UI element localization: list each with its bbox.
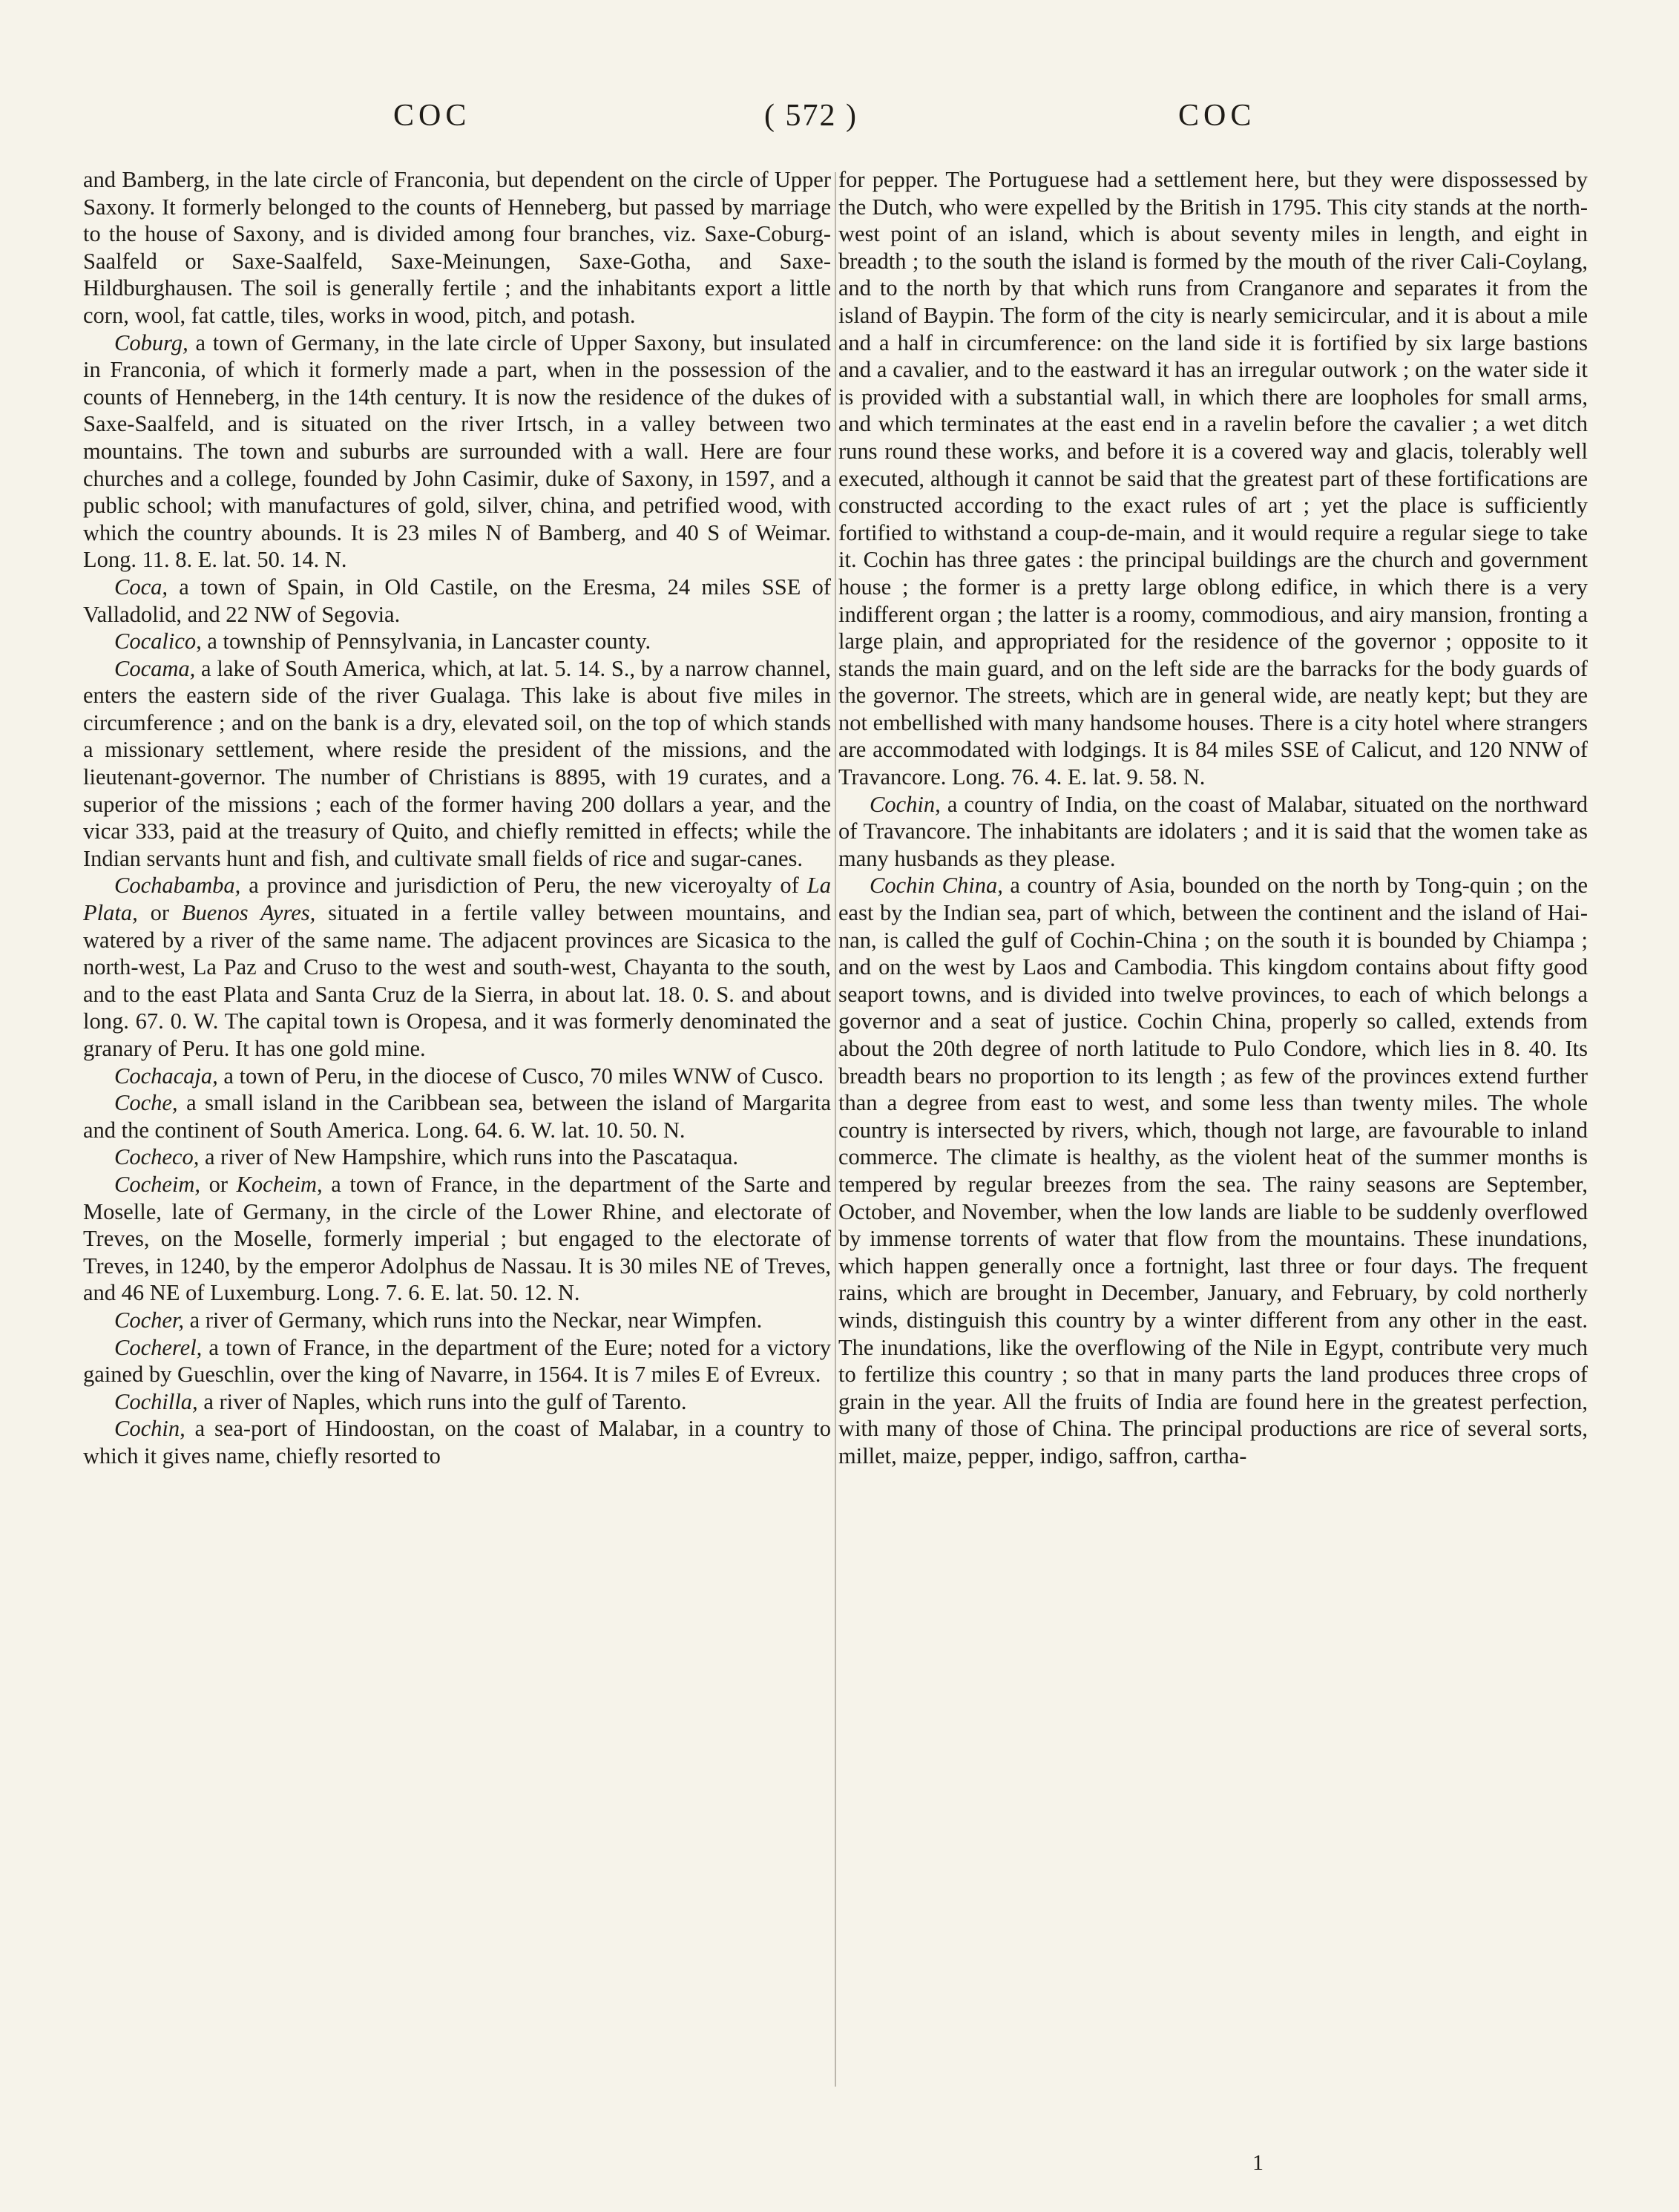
entry-text: or	[200, 1171, 237, 1197]
entry-headword: Coburg,	[114, 329, 188, 355]
continued-text	[838, 166, 1588, 791]
entry-headword: Coche,	[114, 1090, 178, 1116]
entry-headword: Cocalico,	[114, 629, 202, 654]
gazetteer-entry	[83, 1089, 831, 1143]
entry-italic: Buenos Ayres,	[181, 900, 316, 926]
continued-text	[83, 166, 831, 329]
entry-text: a town of Germany, in the late circle of Upper Saxony, but insulated in Franconia, of which it formerly made a part, when in the possession of the counts of Henneberg, in the 14th century. It is now the residence of the dukes of Saxe-Saalfeld, and is situated on the river Irtsch, in a valley between two mountains. The town and suburbs are surrounded with a wall. Here are four churches and a college, founded by John Casimir, duke of Saxony, in 1597, and a public school; with manufactures of gold, silver, china, and petrified wood, with which the country abounds. It is 23 miles N of Bamberg, and 40 S of Weimar. Long. 11. 8. E. lat. 50. 14. N.	[83, 329, 831, 573]
entry-headword: Cochacaja,	[114, 1063, 218, 1089]
gazetteer-entry	[83, 655, 831, 873]
gazetteer-entry	[83, 628, 831, 655]
running-head	[0, 98, 1679, 142]
entry-text: a sea-port of Hindoostan, on the coast of Malabar, in a country to which it gives name, chiefly resorted to	[83, 1416, 831, 1468]
entry-headword: Cochilla,	[114, 1388, 198, 1414]
entry-text: a township of Pennsylvania, in Lancaster county.	[201, 629, 651, 654]
left-column	[83, 166, 831, 1470]
gazetteer-entry	[83, 1334, 831, 1388]
entry-text: or	[137, 900, 182, 926]
entry-text: a country of India, on the coast of Malabar, situated on the northward of Travancore. The inhabitants are idolaters ; and it is said that the women take as many husbands as they please.	[838, 791, 1588, 871]
entry-headword: Cochin China,	[870, 873, 1003, 899]
entry-text: situated in a fertile valley between mountains, and watered by a river of the same name. The adjacent provinces are Sicasica to the north-west, La Paz and Cruso to the west and south-west, Chayanta to the south, and to the east Plata and Santa Cruz de la Sierra, in about lat. 18. 0. S. and about long. 67. 0. W. The capital town is Oropesa, and it was formerly denominated the granary of Peru. It has one gold mine.	[83, 900, 831, 1061]
entry-text: for pepper. The Portuguese had a settlement here, but they were dispossessed by the Dutch, who were expelled by the British in 1795. This city stands at the north-west point of an island, which is about seventy miles in length, and eight in breadth ; to the south the island is formed by the mouth of the river Cali-Coylang, and to the north by that which runs from Cranganore and separates it from the island of Baypin. The form of the city is nearly semicircular, and it is about a mile and a half in circumference: on the land side it is fortified by six large bastions and a cavalier, and to the eastward it has an irregular outwork ; on the water side it is provided with a substantial wall, in which there are loopholes for small arms, and which terminates at the east end in a ravelin before the cavalier ; a wet ditch runs round these works, and before it is a covered way and glacis, tolerably well executed, although it cannot be said that the greatest part of these fortifications are constructed according to the exact rules of art ; yet the place is sufficiently fortified to withstand a coup-de-main, and it would require a regular siege to take it. Cochin has three gates : the principal buildings are the church and government house ; the former is a pretty large oblong edifice, in which there is a very indifferent organ ; the latter is a roomy, commodious, and airy mansion, fronting a large plain, and appropriated for the residence of the governor ; opposite to it stands the main guard, and on the left side are the barracks for the body guards of the governor. The streets, which are in general wide, are neatly kept; but they are not embellished with many handsome houses. There is a city hotel where strangers are accommodated with lodgings. It is 84 miles SSE of Calicut, and 120 NNW of Travancore. Long. 76. 4. E. lat. 9. 58. N.	[838, 167, 1588, 790]
signature-mark: 1	[1252, 2150, 1264, 2175]
entry-headword: Cocheim,	[114, 1171, 201, 1197]
entry-text: a province and jurisdiction of Peru, the new viceroyalty of	[240, 873, 807, 899]
entry-text: a town of France, in the department of the Eure; noted for a victory gained by Gueschlin, over the king of Navarre, in 1564. It is 7 miles E of Evreux.	[83, 1334, 831, 1388]
gazetteer-entry	[83, 574, 831, 628]
gazetteer-entry	[83, 1143, 831, 1171]
gazetteer-entry	[838, 791, 1588, 873]
entry-headword: Cocherel,	[114, 1334, 203, 1360]
entry-text: a town of Spain, in Old Castile, on the Eresma, 24 miles SSE of Valladolid, and 22 NW of Segovia.	[83, 574, 831, 627]
entry-headword: Cochin,	[114, 1416, 185, 1442]
entry-text: a river of Naples, which runs into the gulf of Tarento.	[197, 1388, 687, 1414]
column-divider	[835, 172, 836, 2087]
gazetteer-entry	[83, 329, 831, 574]
gazetteer-entry	[838, 872, 1588, 1469]
right-column	[838, 166, 1588, 1470]
page-number: ( 572 )	[764, 99, 858, 133]
entry-headword: Cocheco,	[114, 1144, 200, 1170]
running-head-left: COC	[393, 99, 471, 133]
entry-text: a river of New Hampshire, which runs into the Pascataqua.	[199, 1144, 739, 1170]
entry-headword: Cocher,	[114, 1307, 185, 1333]
entry-text: a country of Asia, bounded on the north by Tong-quin ; on the east by the Indian sea, part of which, between the continent and the island of Hai-nan, is called the gulf of Cochin-China ; on the south it is bounded by Chiampa ; and on the west by Laos and Cambodia. This kingdom contains about fifty good seaport towns, and is divided into twelve provinces, to each of which belongs a governor and a seat of justice. Cochin China, properly so called, extends from about the 20th degree of north latitude to Pulo Condore, which lies in 8. 40. Its breadth bears no proportion to its length ; as few of the provinces extend further than a degree from east to west, and some less than twenty miles. The whole country is intersected by rivers, which, though not large, are favourable to inland commerce. The climate is healthy, as the violent heat of the summer months is tempered by regular breezes from the sea. The rainy seasons are September, October, and November, when the low lands are liable to be suddenly overflowed by immense torrents of water that flow from the mountains. These inundations, which happen generally once a fortnight, last three or four days. The frequent rains, which are brought in December, January, and February, by cold northerly winds, distinguish this country by a winter different from any other in the east. The inundations, like the overflowing of the Nile in Egypt, contribute very much to fertilize this country ; so that in many parts the land produces three crops of grain in the year. All the fruits of India are found here in the greatest perfection, with many of those of China. The principal productions are rice of several sorts, millet, maize, pepper, indigo, saffron, cartha-	[838, 873, 1588, 1468]
entry-headword: Cochin,	[870, 791, 941, 817]
entry-text: a small island in the Caribbean sea, between the island of Margarita and the continent of South America. Long. 64. 6. W. lat. 10. 50. N.	[83, 1090, 831, 1143]
gazetteer-entry	[83, 1415, 831, 1469]
entry-text: a river of Germany, which runs into the Neckar, near Wimpfen.	[184, 1307, 763, 1333]
entry-text: and Bamberg, in the late circle of Franconia, but dependent on the circle of Upper Saxony. It formerly belonged to the counts of Henneberg, but passed by marriage to the house of Saxony, and is divided among four branches, viz. Saxe-Coburg-Saalfeld or Saxe-Saalfeld, Saxe-Meinungen, Saxe-Gotha, and Saxe-Hildburghausen. The soil is generally fertile ; and the inhabitants export a little corn, wool, fat cattle, tiles, works in wood, pitch, and potash.	[83, 167, 831, 328]
entry-text: a town of France, in the department of the Sarte and Moselle, late of Germany, in the circle of the Lower Rhine, and electorate of Treves, on the Moselle, formerly imperial ; but engaged to the electorate of Treves, in 1240, by the emperor Adolphus de Nassau. It is 30 miles NE of Treves, and 46 NE of Luxemburg. Long. 7. 6. E. lat. 50. 12. N.	[83, 1171, 831, 1306]
running-head-right: COC	[1178, 99, 1256, 133]
gazetteer-entry	[83, 1171, 831, 1307]
gazetteer-entry	[83, 1388, 831, 1416]
entry-italic: Kocheim,	[236, 1171, 323, 1197]
gazetteer-entry	[83, 1063, 831, 1090]
entry-text: a town of Peru, in the diocese of Cusco, 70 miles WNW of Cusco.	[217, 1063, 824, 1089]
gazetteer-entry	[83, 872, 831, 1062]
entry-headword: Coca,	[114, 574, 168, 600]
entry-headword: Cocama,	[114, 655, 196, 681]
gazetteer-entry	[83, 1307, 831, 1334]
entry-text: a lake of South America, which, at lat. 5. 14. S., by a narrow channel, enters the eastern side of the river Gualaga. This lake is about five miles in circumference ; and on the bank is a dry, elevated soil, on the top of which stands a missionary settlement, where reside the president of the missions, and the lieutenant-governor. The number of Christians is 8895, with 19 curates, and a superior of the missions ; each of the former having 200 dollars a year, and the vicar 333, paid at the treasury of Quito, and chiefly remitted in effects; while the Indian servants hunt and fish, and cultivate small fields of rice and sugar-canes.	[83, 655, 831, 871]
entry-headword: Cochabamba,	[114, 873, 241, 899]
entry-italic: La Plata,	[83, 873, 831, 926]
